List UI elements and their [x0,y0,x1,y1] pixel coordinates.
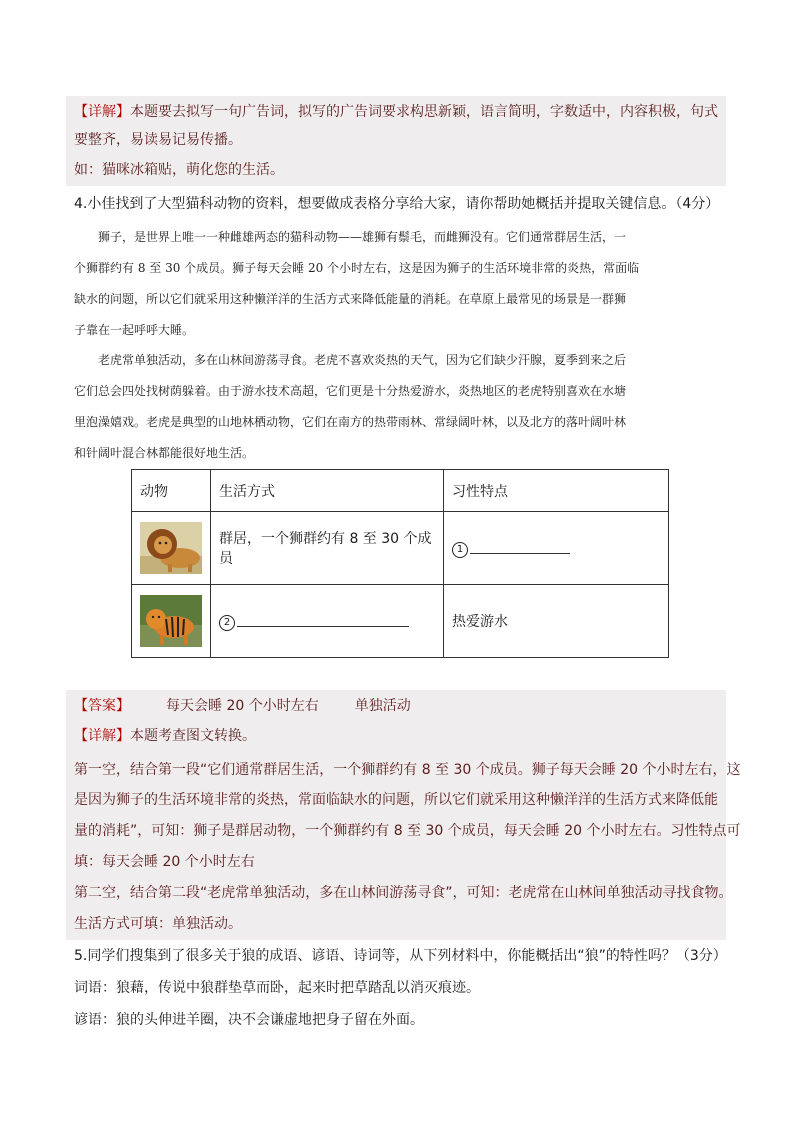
question-4: 4.小佳找到了大型猫科动物的资料，想要做成表格分享给大家，请你帮助她概括并提取关键信息。（4分） [74,196,720,212]
detail-tag: 【详解】 [74,104,130,120]
lion-paragraph-line: 个狮群约有 8 至 30 个成员。狮子每天会睡 20 个小时左右，这是因为狮子的生活环境非常的炎热，常面临 [74,261,640,275]
detail-text: 本题要去拟写一句广告词，拟写的广告词要求构思新颖，语言简明，字数适中，内容积极，句式 [130,104,718,120]
lion-paragraph-line: 狮子，是世界上唯一一种雌雄两态的猫科动物——雄狮有鬃毛，而雌狮没有。它们通常群居生活，一 [98,230,627,244]
explanation-line: 第二空，结合第二段“老虎常单独活动，多在山林间游荡寻食”，可知：老虎常在山林间单独活动寻找食物。 [74,885,733,901]
tiger-paragraph-line: 老虎常单独活动，多在山林间游荡寻食。老虎不喜欢炎热的天气，因为它们缺少汗腺，夏季到来之后 [98,353,627,367]
circled-number-2: 2 [219,615,235,631]
answer-blank-2-cell [211,585,444,658]
table-header-row [132,470,669,512]
detail-line-1 [74,102,718,122]
answer-blank-2[interactable] [237,612,409,627]
lion-paragraph-line: 缺水的问题，所以它们就采用这种懒洋洋的生活方式来降低能量的消耗。在草原上最常见的场景是一群狮 [74,292,627,306]
answer-blank-1-cell [444,512,669,585]
lion-lifestyle: 群居，一个狮群约有 8 至 30 个成员 [211,512,444,585]
tiger-paragraph-line: 里泡澡嬉戏。老虎是典型的山地林栖动物，它们在南方的热带雨林、常绿阔叶林，以及北方的落叶阔叶林 [74,415,627,429]
header-lifestyle: 生活方式 [211,470,444,512]
q5-material-1: 词语：狼藉，传说中狼群垫草而卧，起来时把草踏乱以消灭痕迹。 [74,980,480,996]
answer-line [74,696,411,716]
tiger-cell [132,585,211,658]
q5-material-2: 谚语：狼的头伸进羊圈，决不会谦虚地把身子留在外面。 [74,1012,424,1028]
answer-1: 每天会睡 20 个小时左右 [166,698,319,714]
lion-paragraph-line: 子靠在一起呼呼大睡。 [74,323,195,337]
tiger-habit: 热爱游水 [444,585,669,658]
tiger-photo [140,595,202,647]
tiger-paragraph-line: 它们总会四处找树荫躲着。由于游水技术高超，它们更是十分热爱游水，炎热地区的老虎特别喜欢在水塘 [74,384,627,398]
explanation-line: 生活方式可填：单独活动。 [74,916,242,932]
animal-table [131,469,669,658]
answer-detail-tag: 【详解】 [74,728,130,744]
question-5: 5.同学们搜集到了很多关于狼的成语、谚语、诗词等，从下列材料中，你能概括出“狼”的特性吗？（3分） [74,948,727,964]
table-row [132,512,669,585]
detail-line-3: 如：猫咪冰箱贴，萌化您的生活。 [74,162,284,178]
lion-photo [140,522,202,574]
tiger-paragraph [74,345,724,469]
answer-detail-line [74,726,256,746]
header-habit: 习性特点 [444,470,669,512]
explanation-line: 量的消耗”，可知：狮子是群居动物，一个狮群约有 8 至 30 个成员，每天会睡 20 个小时左右。习性特点可 [74,823,741,839]
circled-number-1: 1 [452,542,468,558]
answer-blank-1[interactable] [470,539,570,554]
answer-tag: 【答案】 [74,698,130,714]
lion-cell [132,512,211,585]
answer-2: 单独活动 [354,698,411,714]
explanation-line: 是因为狮子的生活环境非常的炎热，常面临缺水的问题，所以它们就采用这种懒洋洋的生活方式来降低能 [74,792,718,808]
tiger-paragraph-line: 和针阔叶混合林都能很好地生活。 [74,446,255,460]
explanation-line: 第一空，结合第一段“它们通常群居生活，一个狮群约有 8 至 30 个成员。狮子每天会睡 20 个小时左右，这 [74,762,741,778]
detail-line-2: 要整齐，易读易记易传播。 [74,132,242,148]
answer-detail-intro: 本题考查图文转换。 [130,728,256,744]
lion-paragraph [74,222,724,346]
explanation-line: 填：每天会睡 20 个小时左右 [74,854,255,870]
table-row [132,585,669,658]
header-animal: 动物 [132,470,211,512]
